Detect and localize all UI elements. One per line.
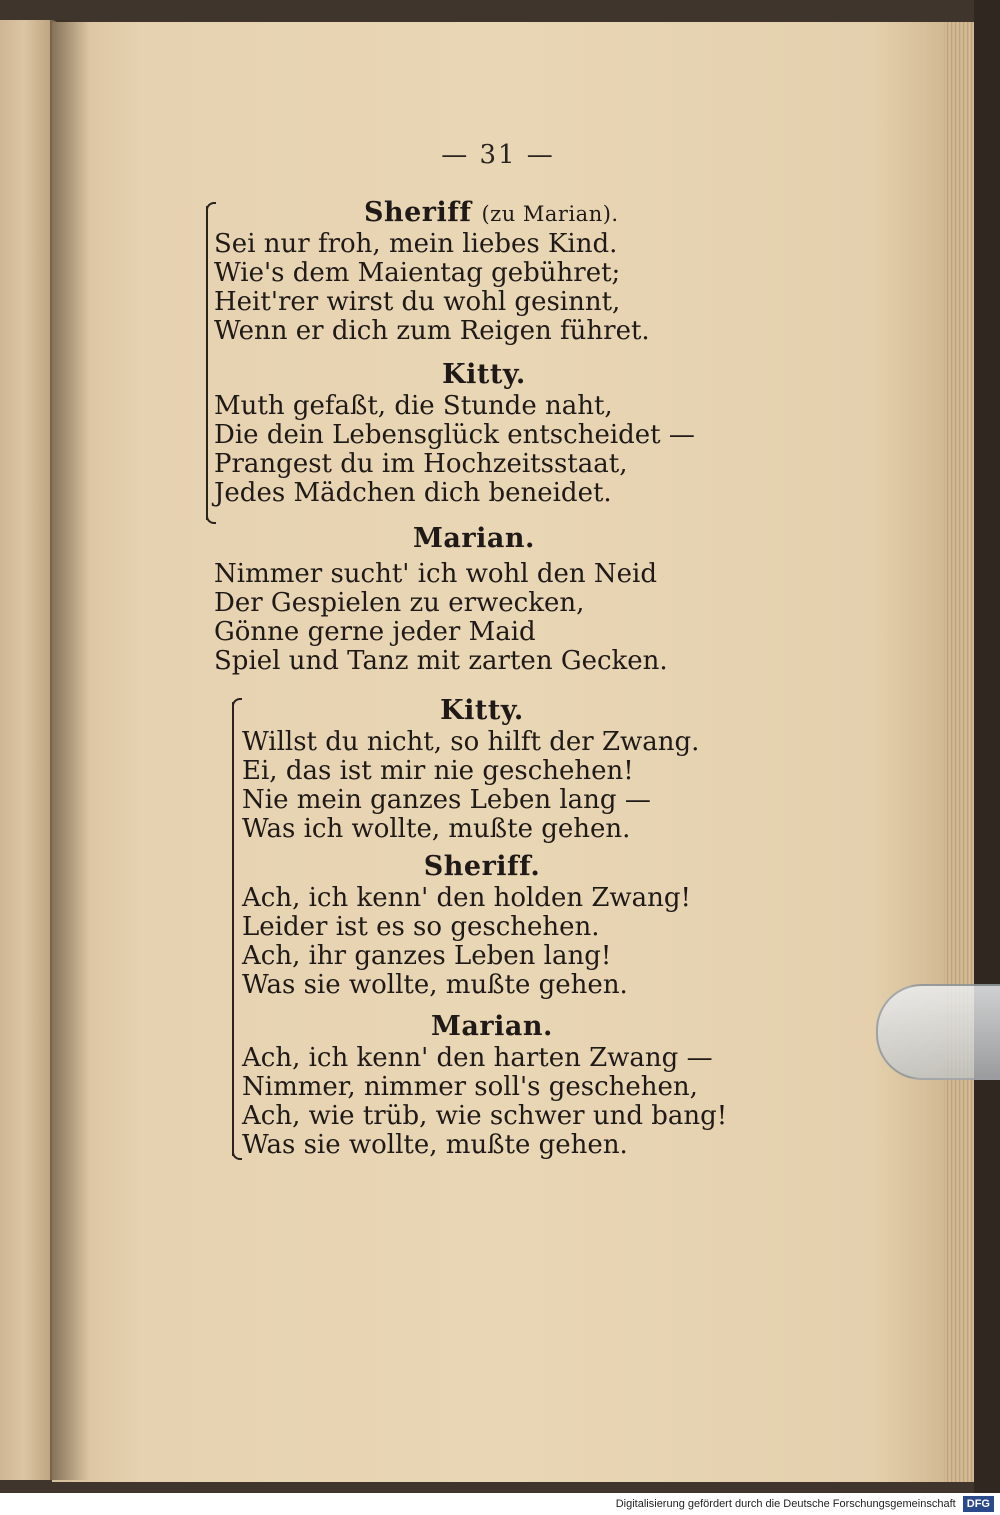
section-sheriff-2 [242,850,691,1000]
dfg-logo: DFG [963,1496,994,1512]
verse-line: Wenn er dich zum Reigen führet. [214,316,650,346]
stage-direction: (zu Marian). [481,202,619,226]
verse-line: Nimmer sucht' ich wohl den Neid [214,559,657,589]
section-marian-2 [242,1010,728,1160]
speaker-name: Marian. [413,523,535,554]
verse-line: Nimmer, nimmer soll's geschehen, [242,1072,698,1102]
page-holder-clip [876,984,1000,1080]
speaker-name: Kitty. [440,695,524,726]
verse-line: Ach, wie trüb, wie schwer und bang! [242,1101,728,1131]
page-number: — 31 — [441,140,555,170]
verse-line: Was ich wollte, mußte gehen. [242,814,631,844]
verse-line: Prangest du im Hochzeitsstaat, [214,449,628,479]
section-sheriff-1 [214,196,694,346]
verse-line: Willst du nicht, so hilft der Zwang. [242,727,700,757]
verse-line: Was sie wollte, mußte gehen. [242,970,628,1000]
speaker-name: Kitty. [442,359,526,390]
verse-line: Jedes Mädchen dich beneidet. [214,478,612,508]
speaker-name: Marian. [431,1011,553,1042]
verse-line: Nie mein ganzes Leben lang — [242,785,651,815]
verse-line: Ach, ich kenn' den harten Zwang — [242,1043,713,1073]
verse-line: Sei nur froh, mein liebes Kind. [214,229,618,259]
speaker-label: Sheriff [364,197,472,228]
footer-text: Digitalisierung gefördert durch die Deutsche Forschungsgemeinschaft [615,1498,956,1510]
verse-line: Wie's dem Maientag gebühret; [214,258,621,288]
section-marian-1 [214,522,668,676]
verse-line: Was sie wollte, mußte gehen. [242,1130,628,1160]
duet-bracket-1 [206,206,208,520]
verse-line: Muth gefaßt, die Stunde naht, [214,391,613,421]
verse-line: Gönne gerne jeder Maid [214,617,536,647]
verse-line: Die dein Lebensglück entscheidet — [214,420,695,450]
page-stack-edge [944,22,974,1482]
book-page [52,22,944,1482]
speaker-name: Sheriff. [423,851,541,882]
section-kitty-1 [214,358,695,508]
verse-line: Ach, ihr ganzes Leben lang! [242,941,612,971]
verse-line: Heit'rer wirst du wohl gesinnt, [214,287,621,317]
digitization-footer [0,1493,1000,1515]
scanner-background [974,0,1000,1493]
verse-line: Der Gespielen zu erwecken, [214,588,585,618]
verse-line: Ach, ich kenn' den holden Zwang! [242,883,691,913]
verse-line: Leider ist es so geschehen. [242,912,600,942]
speaker-name [214,196,694,230]
verse-line: Ei, das ist mir nie geschehen! [242,756,634,786]
verse-line: Spiel und Tanz mit zarten Gecken. [214,646,668,676]
spine-shadow [50,20,90,1480]
section-kitty-2 [242,694,700,844]
trio-bracket [232,702,234,1156]
